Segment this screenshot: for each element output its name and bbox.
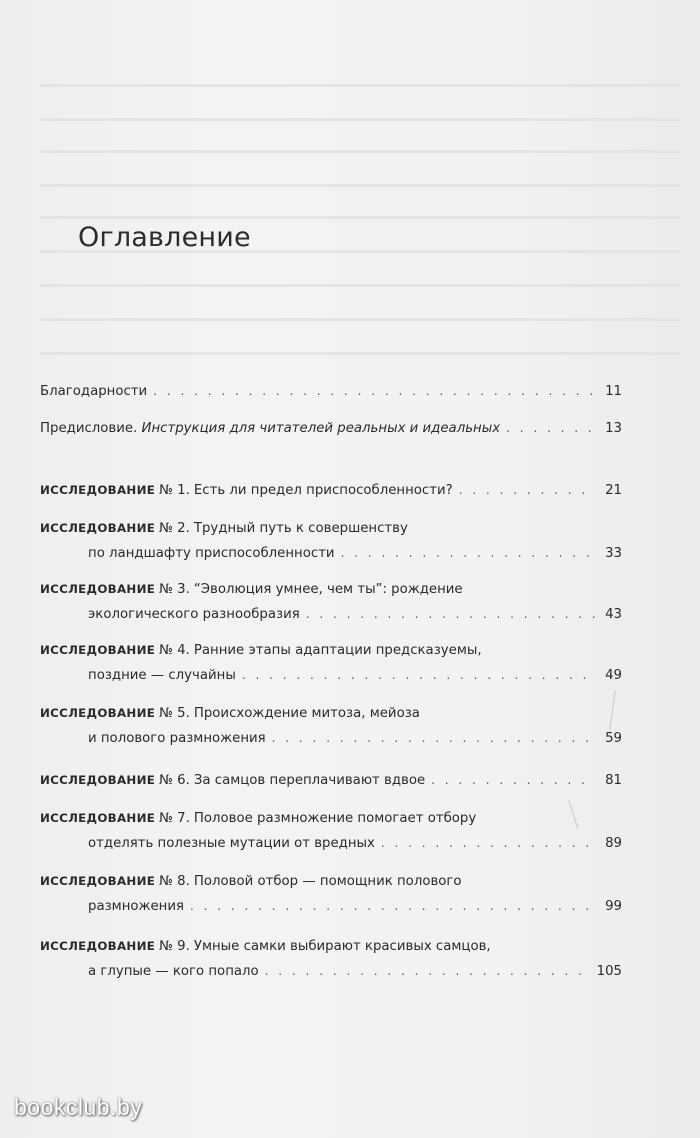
study-label: ИССЛЕДОВАНИЕ [40, 706, 156, 720]
study-number: № 5. [159, 706, 190, 721]
page-number: 33 [605, 546, 622, 561]
entry-subtitle: Инструкция для читателей реальных и идеальных [141, 421, 501, 436]
leader-dots [306, 604, 596, 624]
entry-text: Происхождение митоза, мейоза [193, 706, 420, 721]
page-number: 59 [605, 731, 622, 746]
study-number: № 8. [159, 874, 190, 889]
toc-entry-preface[interactable] [40, 418, 622, 438]
study-number: № 9. [159, 939, 190, 954]
entry-text: Предисловие. [40, 421, 138, 436]
study-label: ИССЛЕДОВАНИЕ [40, 483, 156, 497]
leader-dots [381, 833, 596, 853]
study-number: № 1. [159, 483, 190, 498]
page-number: 49 [605, 668, 622, 683]
toc-entry-study-2[interactable] [40, 518, 622, 563]
leader-dots [341, 543, 596, 563]
leader-dots [506, 418, 596, 438]
leader-dots [431, 770, 596, 790]
page-number: 13 [605, 421, 622, 436]
entry-text-cont: а глупые — кого попало [88, 964, 259, 979]
study-number: № 3. [159, 582, 190, 597]
toc-entry-study-4[interactable] [40, 640, 622, 685]
study-number: № 6. [159, 773, 190, 788]
study-label: ИССЛЕДОВАНИЕ [40, 643, 156, 657]
toc-entry-acknowledgements[interactable] [40, 381, 622, 401]
page-number: 11 [605, 384, 622, 399]
page-number: 81 [605, 773, 622, 788]
study-number: № 4. [159, 643, 190, 658]
entry-text-cont: размножения [88, 899, 185, 914]
leader-dots [272, 728, 596, 748]
entry-text-cont: экологического разнообразия [88, 607, 300, 622]
study-label: ИССЛЕДОВАНИЕ [40, 521, 156, 535]
toc-entry-study-9[interactable] [40, 936, 622, 981]
study-label: ИССЛЕДОВАНИЕ [40, 811, 156, 825]
page-number: 21 [605, 483, 622, 498]
toc-entry-study-8[interactable] [40, 871, 622, 916]
entry-text: За самцов переплачивают вдвое [193, 773, 426, 788]
leader-dots [153, 381, 596, 401]
entry-text-cont: по ландшафту приспособленности [88, 546, 335, 561]
page-number: 43 [605, 607, 622, 622]
toc-title: Оглавление [78, 222, 251, 253]
leader-dots [459, 480, 596, 500]
page-number: 89 [605, 836, 622, 851]
toc-entry-study-5[interactable] [40, 703, 622, 748]
study-label: ИССЛЕДОВАНИЕ [40, 874, 156, 888]
study-number: № 2. [159, 521, 190, 536]
study-label: ИССЛЕДОВАНИЕ [40, 582, 156, 596]
leader-dots [190, 896, 596, 916]
entry-text-cont: отделять полезные мутации от вредных [88, 836, 375, 851]
study-label: ИССЛЕДОВАНИЕ [40, 939, 156, 953]
entry-text: Половой отбор — помощник полового [193, 874, 462, 889]
page-number: 105 [596, 964, 622, 979]
study-number: № 7. [159, 811, 190, 826]
page-number: 99 [605, 899, 622, 914]
entry-text: Трудный путь к совершенству [193, 521, 408, 536]
leader-dots [265, 961, 591, 981]
entry-text-cont: поздние — случайны [88, 668, 236, 683]
entry-text-cont: и полового размножения [88, 731, 266, 746]
entry-text: “Эволюция умнее, чем ты”: рождение [193, 582, 463, 597]
toc-entry-study-7[interactable] [40, 808, 622, 853]
watermark: bookclub.by [14, 1094, 143, 1120]
toc-entry-study-3[interactable] [40, 579, 622, 624]
study-label: ИССЛЕДОВАНИЕ [40, 773, 156, 787]
toc-entry-study-1[interactable] [40, 480, 622, 500]
toc-entry-study-6[interactable] [40, 770, 622, 790]
entry-text: Ранние этапы адаптации предсказуемы, [193, 643, 482, 658]
entry-text: Есть ли предел приспособленности? [193, 483, 453, 498]
entry-text: Половое размножение помогает отбору [193, 811, 477, 826]
entry-text: Благодарности [40, 384, 148, 399]
leader-dots [242, 665, 596, 685]
entry-text: Умные самки выбирают красивых самцов, [193, 939, 491, 954]
